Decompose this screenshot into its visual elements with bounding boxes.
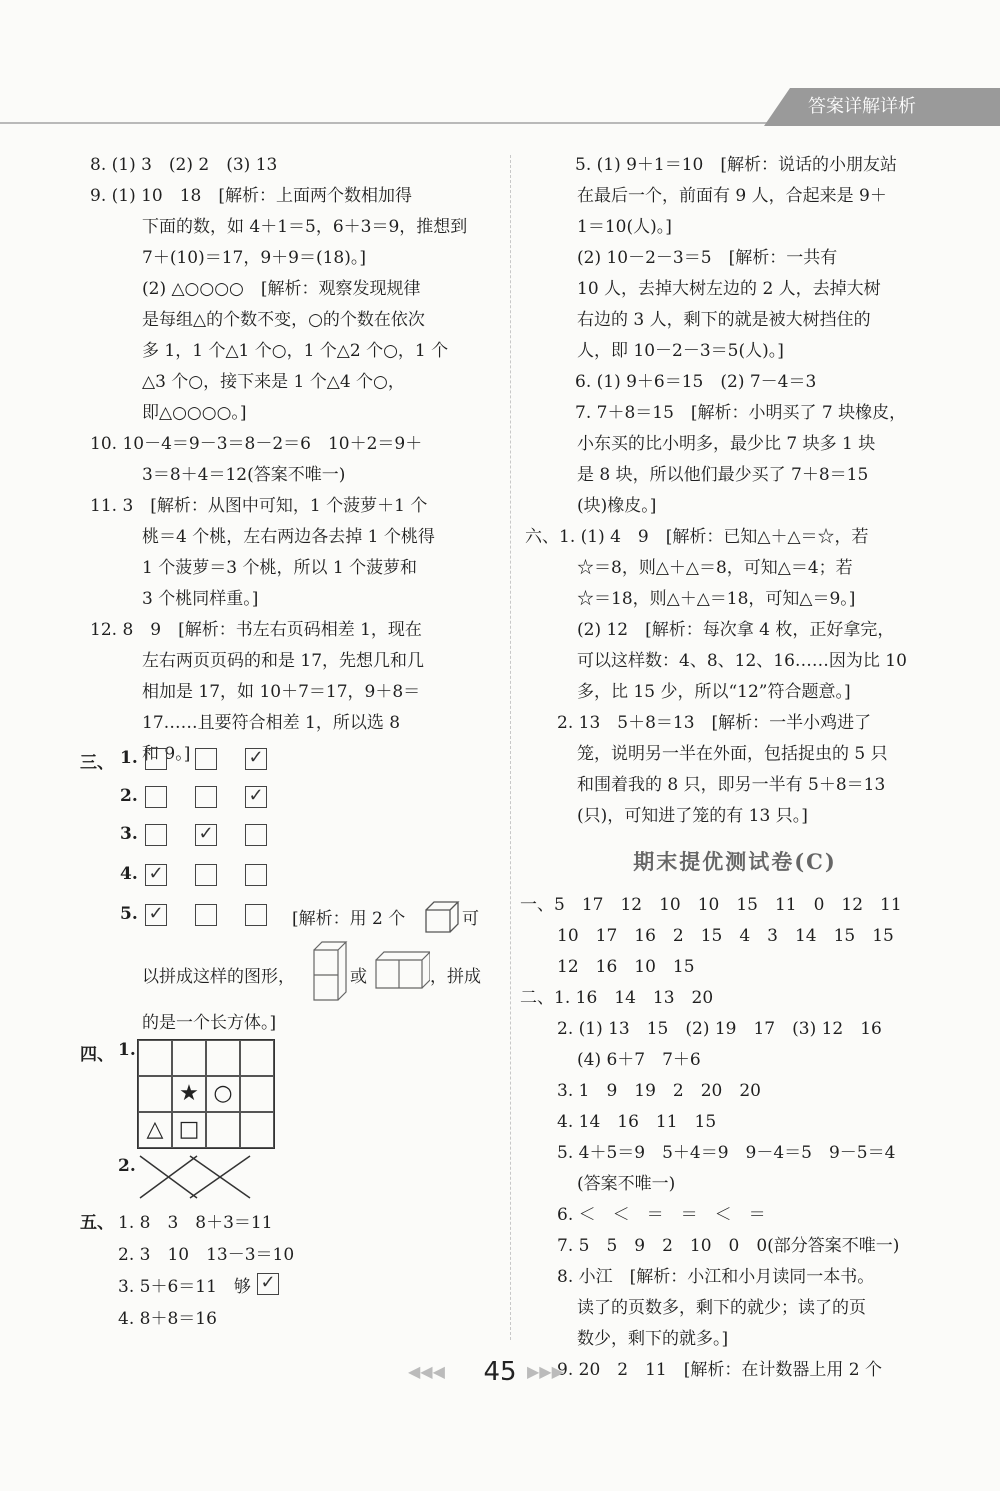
side-by-side-cubes-icon (374, 950, 430, 990)
answer-line: (4) 6＋7 7＋6 (577, 1050, 701, 1070)
grid-cell-star: ★ (172, 1076, 206, 1112)
left-column (90, 150, 500, 770)
answer-line: (只)，可知进了笼的有 13 只。] (577, 806, 808, 826)
prev-arrows-icon: ◀◀◀ (408, 1362, 445, 1381)
answer-line: 六、1. (1) 4 9 [解析：已知△＋△＝☆，若 (525, 527, 869, 547)
header-tab-label: 答案详解详析 (808, 96, 916, 117)
answer-line: 小东买的比小明多，最少比 7 块多 1 块 (577, 434, 876, 454)
section-3-label: 三、 (80, 753, 114, 773)
answer-line: 8. 小江 [解析：小江和小月读同一本书。 (557, 1267, 875, 1287)
q5-line3: 的是一个长方体。] (142, 1013, 277, 1033)
answer-line: 12. 8 9 [解析：书左右页码相差 1，现在 (90, 620, 422, 640)
grid-cell-circle: ○ (206, 1076, 240, 1112)
answer-line: 可以这样数：4、8、12、16……因为比 10 (577, 651, 907, 671)
q5-line2-c: ，拼成 (430, 967, 481, 987)
section-5-q4: 4. 8＋8＝16 (118, 1309, 217, 1329)
grid-cell-triangle: △ (138, 1112, 172, 1148)
answer-line: 3＝8＋4＝12(答案不唯一) (142, 465, 346, 485)
answer-line: 17……且要符合相差 1，所以选 8 (142, 713, 401, 733)
answer-line: 1 个菠萝＝3 个桃，所以 1 个菠萝和 (142, 558, 418, 578)
checkbox: ✓ (195, 824, 217, 846)
answer-grid (137, 1039, 275, 1149)
checkbox: ✓ (145, 904, 167, 926)
section-3-q1-num: 1. (120, 748, 138, 768)
answer-line: 多，比 15 少，所以“12”符合题意。] (577, 682, 851, 702)
answer-line: 2. 13 5＋8＝13 [解析：一半小鸡进了 (557, 713, 872, 733)
answer-line: 10 人，去掉大树左边的 2 人，去掉大树 (577, 279, 881, 299)
answer-line: 和 9。] (142, 744, 191, 764)
q5-note-b: 可 (462, 909, 479, 929)
q5-line2-b: 或 (350, 967, 367, 987)
cube-icon (424, 900, 460, 934)
matching-lines (135, 1150, 275, 1205)
answer-line: ☆＝18，则△＋△＝18，可知△＝9。] (577, 589, 856, 609)
answer-line: (2) 12 [解析：每次拿 4 枚，正好拿完， (577, 620, 895, 640)
answer-line: 相加是 17，如 10＋7＝17，9＋8＝ (142, 682, 421, 702)
stacked-cubes-icon (312, 940, 348, 1002)
answer-line: 11. 3 [解析：从图中可知，1 个菠萝＋1 个 (90, 496, 428, 516)
answer-line: 6. ＜ ＜ ＝ ＝ ＜ ＝ (557, 1205, 766, 1225)
answer-line: 5. (1) 9＋1＝10 [解析：说话的小朋友站 (575, 155, 898, 175)
answer-line: 一、5 17 12 10 10 15 11 0 12 11 (520, 895, 902, 915)
grid-cell (138, 1076, 172, 1112)
section-title: 期末提优测试卷(C) (633, 849, 837, 874)
answer-line: 6. (1) 9＋6＝15 (2) 7－4＝3 (575, 372, 817, 392)
answer-line: 右边的 3 人，剩下的就是被大树挡住的 (577, 310, 871, 330)
checkbox (145, 748, 167, 770)
grid-cell (240, 1040, 274, 1076)
answer-line: 是 8 块，所以他们最少买了 7＋8＝15 (577, 465, 869, 485)
section-5-q2: 2. 3 10 13－3＝10 (118, 1245, 295, 1265)
checkbox (195, 904, 217, 926)
answer-line: 12 16 10 15 (557, 957, 695, 977)
section-3-q4-num: 4. (120, 864, 138, 884)
answer-line: (块)橡皮。] (577, 496, 657, 516)
grid-cell (240, 1076, 274, 1112)
right-column (520, 150, 945, 1386)
answer-line: 即△○○○○。] (142, 403, 247, 423)
answer-line: 人，即 10－2－3＝5(人)。] (577, 341, 784, 361)
answer-line: 7. 7＋8＝15 [解析：小明买了 7 块橡皮， (575, 403, 907, 423)
grid-cell-square: □ (172, 1112, 206, 1148)
checkbox (195, 748, 217, 770)
answer-line: 读了的页数多，剩下的就少；读了的页 (577, 1298, 866, 1318)
checkbox (195, 786, 217, 808)
answer-line: 9. 20 2 11 [解析：在计数器上用 2 个 (557, 1360, 882, 1380)
checkbox (145, 824, 167, 846)
answer-line: 左右两页页码的和是 17，先想几和几 (142, 651, 425, 671)
section-4-q1-num: 1. (118, 1040, 136, 1060)
grid-cell (206, 1112, 240, 1148)
answer-line: (2) 10－2－3＝5 [解析：一共有 (577, 248, 838, 268)
answer-line: 5. 4＋5＝9 5＋4＝9 9－4＝5 9－5＝4 (557, 1143, 896, 1163)
section-5-label: 五、 (80, 1213, 114, 1233)
answer-line: 在最后一个，前面有 9 人，合起来是 9＋ (577, 186, 887, 206)
grid-cell (206, 1040, 240, 1076)
answer-line: ☆＝8，则△＋△＝8，可知△＝4；若 (577, 558, 853, 578)
grid-cell (138, 1040, 172, 1076)
section-3-q2-num: 2. (120, 786, 138, 806)
answer-line: 2. (1) 13 15 (2) 19 17 (3) 12 16 (557, 1019, 882, 1039)
answer-line: 7＋(10)＝17，9＋9＝(18)。] (142, 248, 367, 268)
answer-line: 9. (1) 10 18 [解析：上面两个数相加得 (90, 186, 413, 206)
answer-line: 8. (1) 3 (2) 2 (3) 13 (90, 155, 278, 175)
answer-line: 二、1. 16 14 13 20 (520, 988, 714, 1008)
q5-note-a: [解析：用 2 个 (292, 909, 406, 929)
answer-line: 是每组△的个数不变，○的个数在依次 (142, 310, 425, 330)
section-3-q3-num: 3. (120, 824, 138, 844)
answer-line: 3 个桃同样重。] (142, 589, 259, 609)
checkbox: ✓ (245, 786, 267, 808)
column-divider (510, 155, 511, 1340)
answer-line: 和围着我的 8 只，即另一半有 5＋8＝13 (577, 775, 886, 795)
answer-line: 桃＝4 个桃，左右两边各去掉 1 个桃得 (142, 527, 435, 547)
answer-line: 多 1，1 个△1 个○，1 个△2 个○，1 个 (142, 341, 449, 361)
answer-line: (2) △○○○○ [解析：观察发现规律 (142, 279, 421, 299)
section-5-q3: 3. 5＋6＝11 够 (118, 1277, 251, 1297)
answer-line: 笼，说明另一半在外面，包括捉虫的 5 只 (577, 744, 888, 764)
answer-line: 1＝10(人)。] (577, 217, 672, 237)
answer-line: 3. 1 9 19 2 20 20 (557, 1081, 761, 1101)
answer-line: 10 17 16 2 15 4 3 14 15 15 (557, 926, 894, 946)
checkbox (145, 786, 167, 808)
checkbox (195, 864, 217, 886)
section-4-q2-num: 2. (118, 1156, 136, 1176)
answer-line: 7. 5 5 9 2 10 0 0(部分答案不唯一) (557, 1236, 900, 1256)
answer-line: (答案不唯一) (577, 1174, 676, 1194)
grid-cell (172, 1040, 206, 1076)
checkbox (245, 864, 267, 886)
answer-line: 数少，剩下的就多。] (577, 1329, 729, 1349)
answer-line: 下面的数，如 4＋1＝5，6＋3＝9，推想到 (142, 217, 468, 237)
next-arrows-icon: ▶▶▶ (527, 1362, 564, 1381)
q5-line2-a: 以拼成这样的图形， (142, 967, 295, 987)
checkbox: ✓ (145, 864, 167, 886)
section-3-q5-num: 5. (120, 904, 138, 924)
checkbox (245, 904, 267, 926)
checkbox: ✓ (245, 748, 267, 770)
answer-line: 10. 10－4＝9－3＝8－2＝6 10＋2＝9＋ (90, 434, 423, 454)
answer-line: △3 个○，接下来是 1 个△4 个○， (142, 372, 405, 392)
checkbox (245, 824, 267, 846)
section-4-label: 四、 (80, 1045, 114, 1065)
header-tab (790, 88, 1000, 126)
section-5-q1: 1. 8 3 8＋3＝11 (118, 1213, 273, 1233)
grid-cell (240, 1112, 274, 1148)
answer-line: 4. 14 16 11 15 (557, 1112, 717, 1132)
page-number: 45 (483, 1357, 517, 1387)
checkbox: ✓ (257, 1273, 279, 1295)
